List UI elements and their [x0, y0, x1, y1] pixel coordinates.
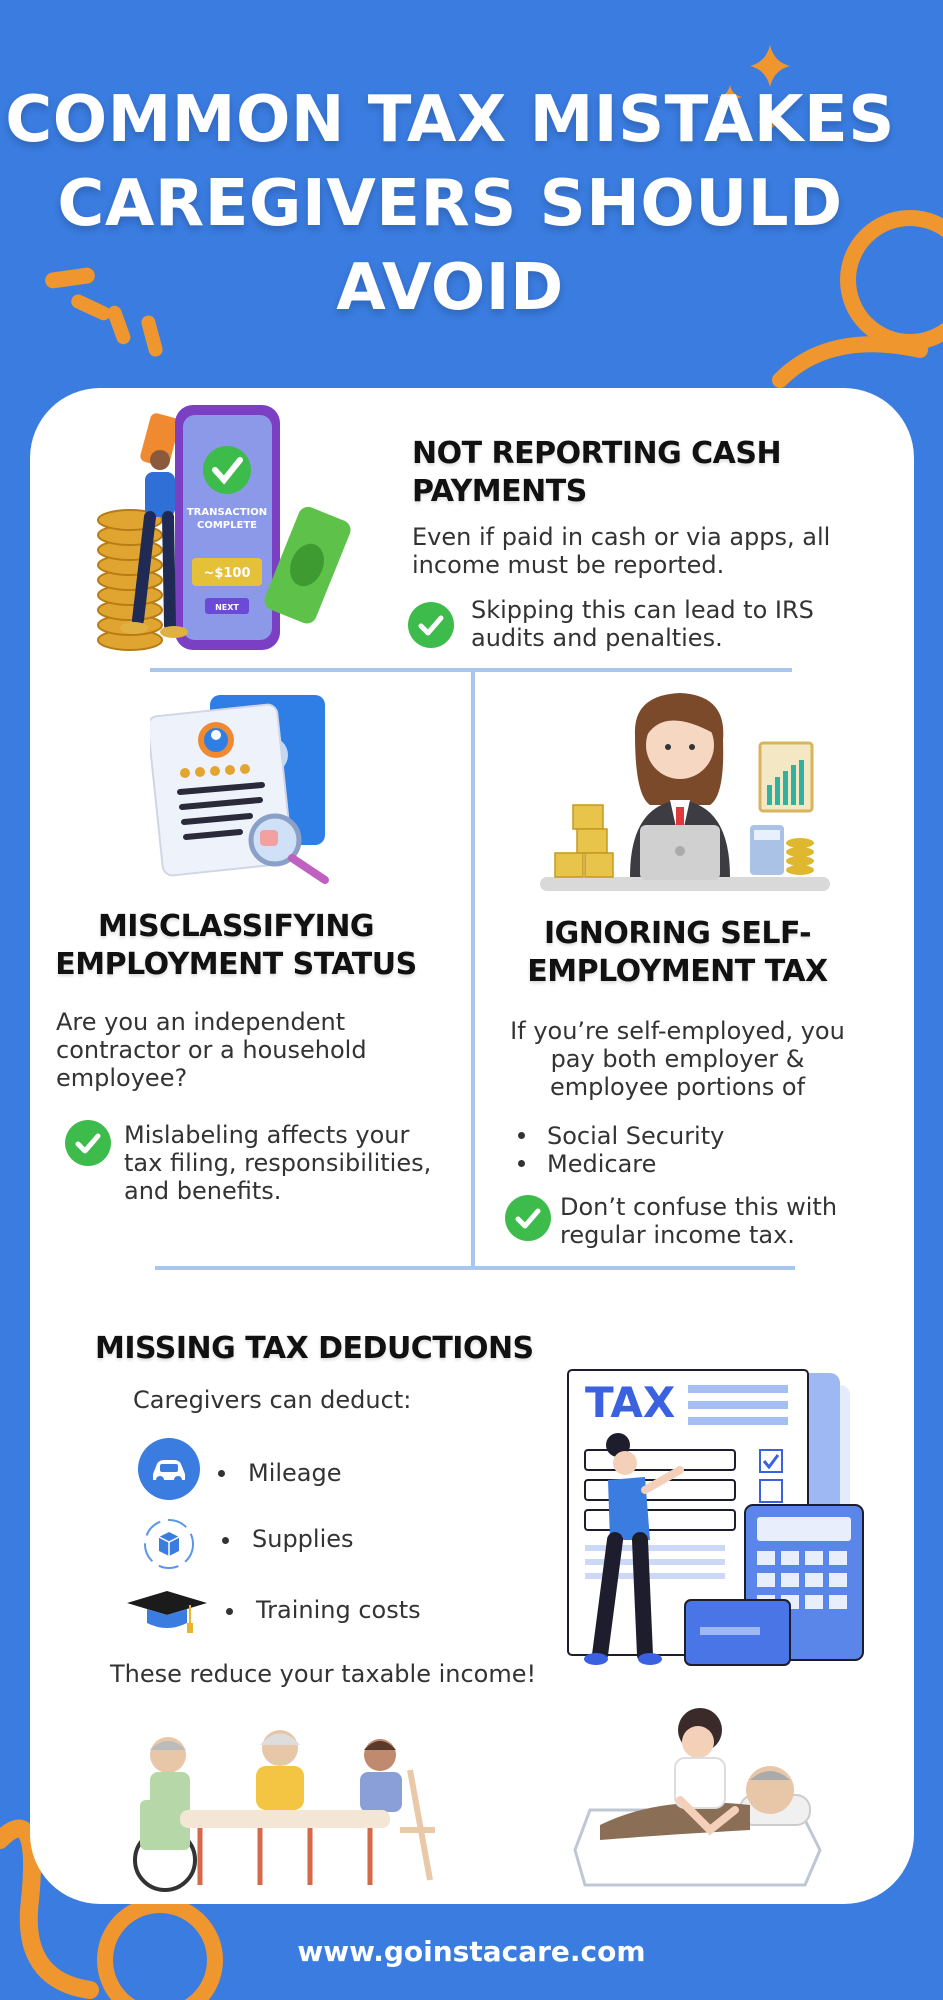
patient-care-illustration	[570, 1700, 830, 1895]
section4-outro: These reduce your taxable income!	[110, 1660, 537, 1688]
bullet-icon	[222, 1537, 229, 1544]
section1-check-note: Skipping this can lead to IRS audits and penalties.	[471, 596, 814, 652]
section3-body: If you’re self-employed, you pay both employer & employee portions of	[510, 1017, 845, 1101]
section4-intro: Caregivers can deduct:	[133, 1386, 412, 1414]
phone-screen-line1: TRANSACTION	[186, 507, 268, 518]
divider-bottom	[155, 1266, 795, 1270]
bullet-icon	[518, 1160, 525, 1167]
page-title: COMMON TAX MISTAKES CAREGIVERS SHOULD AVOID	[5, 83, 895, 325]
resume-review-illustration	[150, 690, 340, 890]
phone-payment-illustration	[90, 400, 360, 660]
deduction-item-mileage: Mileage	[248, 1459, 342, 1487]
bullet-icon	[226, 1608, 233, 1615]
section4-heading: MISSING TAX DEDUCTIONS	[95, 1331, 534, 1366]
graduation-cap-icon	[122, 1585, 212, 1640]
section3-check-note: Don’t confuse this with regular income tax.	[560, 1193, 838, 1249]
bullet-icon	[218, 1470, 225, 1477]
section1-body: Even if paid in cash or via apps, all income must be reported.	[412, 523, 831, 579]
phone-screen-amount: ~$100	[203, 566, 251, 581]
deduction-item-supplies: Supplies	[252, 1525, 354, 1553]
phone-screen-line2: COMPLETE	[197, 520, 257, 531]
check-icon	[505, 1195, 551, 1241]
tax-form-illustration	[560, 1365, 880, 1675]
section3-bullet-1: Social Security	[547, 1122, 725, 1150]
section1-heading: NOT REPORTING CASH PAYMENTS	[412, 436, 782, 509]
section2-heading: MISCLASSIFYING EMPLOYMENT STATUS	[55, 909, 417, 982]
check-icon	[65, 1120, 111, 1166]
tax-form-label: TAX	[585, 1378, 676, 1427]
deduction-item-training: Training costs	[256, 1596, 421, 1624]
caregivers-group-illustration	[110, 1710, 450, 1895]
bullet-icon	[518, 1132, 525, 1139]
section3-heading: IGNORING SELF-EMPLOYMENT TAX	[527, 916, 828, 989]
footer-url[interactable]: www.goinstacare.com	[297, 1935, 646, 1968]
accountant-illustration	[535, 685, 835, 900]
section2-body: Are you an independent contractor or a household employee?	[56, 1008, 367, 1092]
car-icon	[138, 1438, 200, 1500]
section2-check-note: Mislabeling affects your tax filing, responsibilities, and benefits.	[124, 1121, 432, 1205]
phone-screen-button: NEXT	[215, 603, 239, 612]
check-icon	[408, 602, 454, 648]
section3-bullet-2: Medicare	[547, 1150, 657, 1178]
divider-vertical	[471, 672, 475, 1270]
box-icon	[140, 1515, 198, 1573]
